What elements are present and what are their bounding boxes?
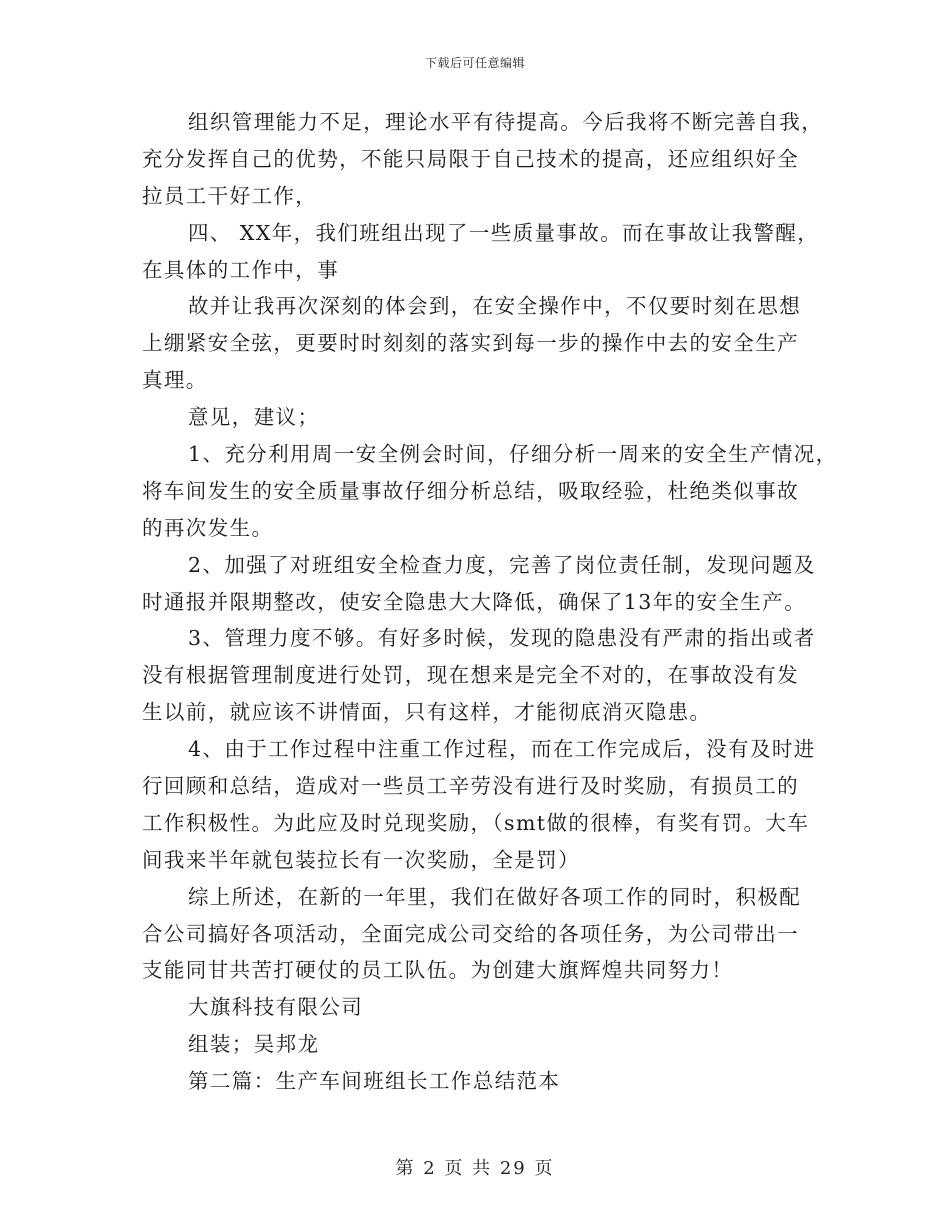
text-line: 故并让我再次深刻的体会到，在安全操作中，不仅要时刻在思想 [188, 294, 802, 319]
document-body [142, 104, 838, 1100]
text-line: 四、 XX年，我们班组出现了一些质量事故。而在事故让我警醒， [188, 220, 820, 245]
text-line: 将车间发生的安全质量事故仔细分析总结，吸取经验，杜绝类似事故 [142, 478, 799, 503]
text-line: 真理。 [142, 368, 208, 393]
text-line: 意见，建议； [188, 405, 320, 430]
text-line: 生以前，就应该不讲情面，只有这样，才能彻底消灭隐患。 [142, 700, 712, 725]
text-line: 工作积极性。为此应及时兑现奖励，（smt做的很棒，有奖有罚。大车 [142, 810, 810, 835]
text-line: 大旗科技有限公司 [188, 995, 364, 1020]
text-line: 合公司搞好各项活动，全面完成公司交给的各项任务，为公司带出一 [142, 921, 799, 946]
text-line: 间我来半年就包装拉长有一次奖励，全是罚） [142, 847, 580, 872]
text-line: 上绷紧安全弦，更要时时刻刻的落实到每一步的操作中去的安全生产 [142, 331, 799, 356]
text-line: 拉员工干好工作， [142, 183, 318, 208]
text-line: 组装；吴邦龙 [188, 1032, 320, 1057]
text-line: 3、管理力度不够。有好多时候，发现的隐患没有严肃的指出或者 [188, 626, 816, 651]
text-line: 组织管理能力不足，理论水平有待提高。今后我将不断完善自我， [188, 110, 824, 134]
text-line: 行回顾和总结，造成对一些员工辛劳没有进行及时奖励，有损员工的 [142, 774, 799, 799]
text-line: 1、充分利用周一安全例会时间，仔细分析一周来的安全生产情况， [188, 442, 838, 467]
text-line: 综上所述，在新的一年里，我们在做好各项工作的同时，积极配 [188, 884, 802, 909]
text-line: 第二篇：生产车间班组长工作总结范本 [188, 1069, 561, 1094]
text-line: 充分发挥自己的优势，不能只局限于自己技术的提高，还应组织好全 [142, 146, 799, 171]
page-footer: 第 2 页 共 29 页 [395, 1158, 555, 1179]
page-header: 下载后可任意编辑 [424, 56, 525, 70]
text-line: 4、由于工作过程中注重工作过程，而在工作完成后，没有及时进 [188, 737, 816, 762]
text-line: 2、加强了对班组安全检查力度，完善了岗位责任制，发现问题及 [188, 552, 816, 577]
text-line: 在具体的工作中，事 [142, 257, 340, 282]
text-line: 支能同甘共苦打硬仗的员工队伍。为创建大旗辉煌共同努力！ [142, 958, 734, 983]
text-line: 时通报并限期整改，使安全隐患大大降低，确保了13年的安全生产。 [142, 589, 806, 614]
text-line: 的再次发生。 [142, 515, 274, 540]
text-line: 没有根据管理制度进行处罚，现在想来是完全不对的，在事故没有发 [142, 663, 799, 688]
